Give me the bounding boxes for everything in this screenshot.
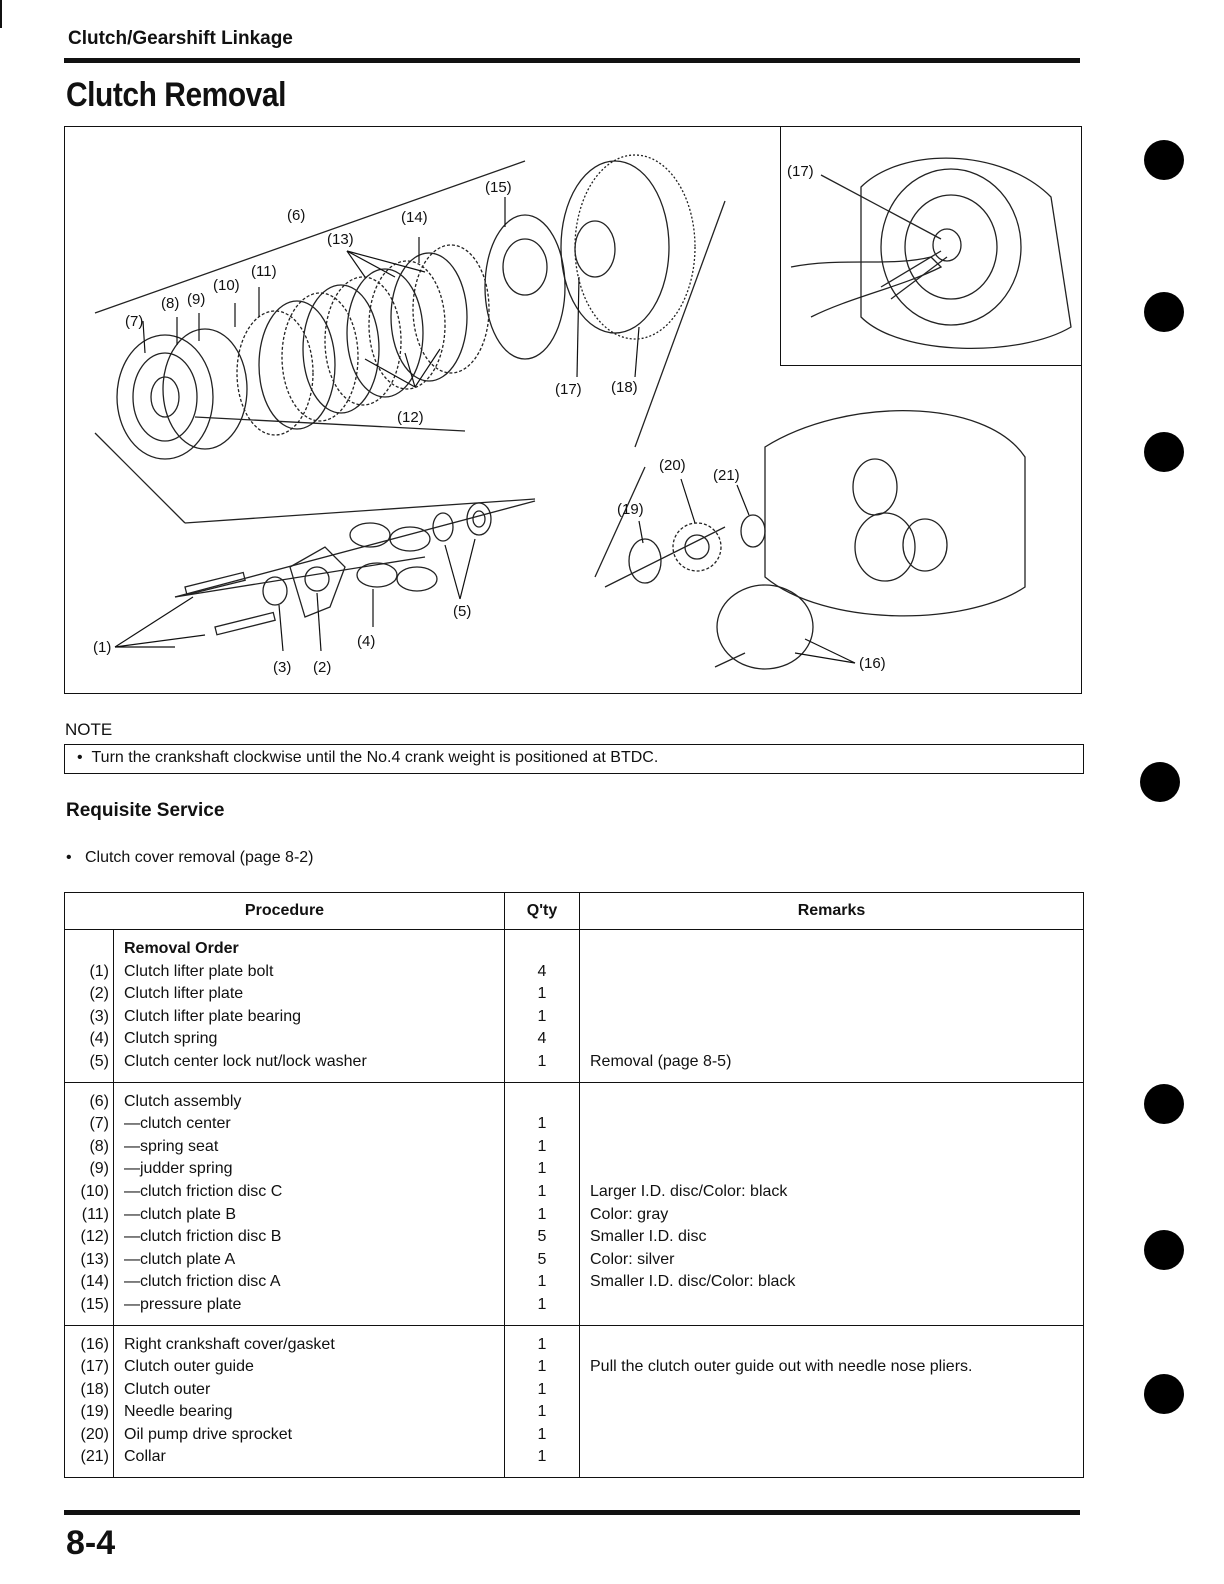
table-line-remarks (590, 1446, 1083, 1469)
table-cell-qty (505, 1082, 580, 1325)
table-line-remarks (590, 1401, 1083, 1424)
table-line-qty (505, 938, 579, 961)
callout-15: (15) (485, 179, 512, 196)
table-line-qty: 1 (537, 1335, 547, 1353)
table-line-qty: 1 (537, 985, 547, 1003)
table-line-remarks (590, 1379, 1083, 1402)
callout-20: (20) (659, 457, 686, 474)
callout-19: (19) (617, 501, 644, 518)
binder-hole (1144, 292, 1184, 332)
table-line-qty: 1 (537, 1205, 547, 1223)
table-cell-qty (505, 930, 580, 1083)
table-cell-desc (114, 1325, 505, 1478)
table-cell-qty (505, 1325, 580, 1478)
callout-17: (17) (555, 381, 582, 398)
table-line-desc: Collar (124, 1448, 166, 1466)
inset-callout-17: (17) (787, 163, 814, 180)
table-line-remarks: Smaller I.D. disc/Color: black (590, 1273, 796, 1291)
table-line-desc: —judder spring (124, 1160, 233, 1178)
table-line-remarks (590, 1113, 1083, 1136)
table-line-qty: 5 (537, 1228, 547, 1246)
table-line-remarks: Color: silver (590, 1250, 675, 1268)
table-line-desc: —clutch plate B (124, 1205, 237, 1223)
table-line-remarks: Larger I.D. disc/Color: black (590, 1182, 788, 1200)
table-line-desc: Clutch assembly (124, 1092, 242, 1110)
table-line-num: (10) (80, 1182, 109, 1200)
table-line-qty: 1 (537, 1160, 547, 1178)
table-line-desc: Clutch outer guide (124, 1358, 254, 1376)
footer-rule (64, 1510, 1080, 1515)
callout-12: (12) (397, 409, 424, 426)
table-line-qty: 1 (537, 1052, 547, 1070)
binder-hole (1144, 140, 1184, 180)
table-line-remarks (590, 1334, 1083, 1357)
table-line-remarks: Smaller I.D. disc (590, 1228, 707, 1246)
table-line-qty: 1 (537, 1273, 547, 1291)
binder-hole (1144, 1084, 1184, 1124)
section-header: Clutch/Gearshift Linkage (68, 28, 293, 49)
header-procedure: Procedure (65, 893, 505, 930)
requisite-service-item (66, 849, 314, 867)
requisite-bullet: • (66, 849, 72, 866)
binder-hole (1140, 762, 1180, 802)
table-line-num: (14) (80, 1273, 109, 1291)
header-rule (64, 58, 1080, 63)
callout-5: (5) (453, 603, 472, 620)
table-line-num (65, 938, 109, 961)
page-number: 8-4 (66, 1524, 116, 1562)
table-cell-num (65, 930, 114, 1083)
table-line-num: (18) (80, 1380, 109, 1398)
table-cell-remarks (580, 1082, 1084, 1325)
table-line-num: (5) (89, 1052, 109, 1070)
callout-2: (2) (313, 659, 332, 676)
table-line-desc: —clutch friction disc A (124, 1273, 281, 1291)
table-cell-remarks (580, 1325, 1084, 1478)
table-line-num: (11) (81, 1205, 109, 1223)
table-line-remarks (590, 1028, 1083, 1051)
binder-hole (1144, 1374, 1184, 1414)
table-line-num: (12) (80, 1228, 109, 1246)
table-row-group (65, 930, 1084, 1083)
binder-hole (1144, 1230, 1184, 1270)
note-bullet: • (77, 749, 83, 766)
inset-outer-guide-removal (780, 126, 1082, 366)
table-line-qty: 1 (537, 1448, 547, 1466)
table-line-num: (19) (80, 1403, 109, 1421)
table-line-desc: Clutch center lock nut/lock washer (124, 1052, 367, 1070)
table-line-remarks: Removal (page 8-5) (590, 1052, 732, 1070)
table-line-desc: —spring seat (124, 1137, 219, 1155)
callout-11: (11) (251, 263, 277, 280)
table-line-desc: Oil pump drive sprocket (124, 1425, 293, 1443)
callout-14: (14) (401, 209, 428, 226)
table-line-desc: —clutch plate A (124, 1250, 236, 1268)
table-line-qty: 1 (537, 1358, 547, 1376)
table-line-desc: Clutch lifter plate bolt (124, 962, 274, 980)
requisite-service-title: Requisite Service (66, 800, 225, 821)
table-line-remarks (590, 1006, 1083, 1029)
table-line-qty (505, 1091, 579, 1114)
callout-6: (6) (287, 207, 306, 224)
table-line-num: (2) (89, 985, 109, 1003)
table-line-remarks (590, 1091, 1083, 1114)
table-cell-remarks (580, 930, 1084, 1083)
table-line-desc: Clutch outer (124, 1380, 211, 1398)
table-line-num: (17) (80, 1358, 109, 1376)
callout-18: (18) (611, 379, 638, 396)
table-cell-desc (114, 930, 505, 1083)
table-line-desc: Removal Order (124, 940, 239, 957)
table-line-num: (21) (80, 1448, 109, 1466)
table-line-qty: 1 (537, 1380, 547, 1398)
table-line-num: (1) (89, 962, 109, 980)
procedure-table (64, 892, 1084, 1478)
callout-9: (9) (187, 291, 206, 308)
table-line-remarks: Pull the clutch outer guide out with needle nose pliers. (590, 1358, 973, 1376)
table-line-qty: 1 (537, 1403, 547, 1421)
table-line-desc: —clutch center (124, 1115, 231, 1133)
table-line-num: (16) (80, 1335, 109, 1353)
callout-1: (1) (93, 639, 112, 656)
inset-illustration (781, 127, 1081, 365)
table-line-desc: —clutch friction disc B (124, 1228, 282, 1246)
table-line-num: (3) (89, 1007, 109, 1025)
table-line-desc: Clutch spring (124, 1030, 218, 1048)
callout-16: (16) (859, 655, 886, 672)
table-row-group (65, 1325, 1084, 1478)
table-line-remarks (590, 1136, 1083, 1159)
table-cell-num (65, 1325, 114, 1478)
table-line-remarks (590, 961, 1083, 984)
callout-21: (21) (713, 467, 740, 484)
table-line-remarks (590, 1294, 1083, 1317)
table-line-remarks: Color: gray (590, 1205, 669, 1223)
table-line-num: (13) (80, 1250, 109, 1268)
procedure-table-body (65, 930, 1084, 1478)
table-line-desc: Needle bearing (124, 1403, 233, 1421)
table-line-desc: —clutch friction disc C (124, 1182, 283, 1200)
table-cell-desc (114, 1082, 505, 1325)
table-line-qty: 1 (537, 1115, 547, 1133)
table-line-qty: 1 (537, 1295, 547, 1313)
table-line-desc: Right crankshaft cover/gasket (124, 1335, 335, 1353)
table-line-remarks (590, 938, 1083, 961)
table-line-desc: Clutch lifter plate (124, 985, 244, 1003)
callout-8: (8) (161, 295, 180, 312)
table-line-num: (15) (80, 1295, 109, 1313)
note-label: NOTE (65, 720, 113, 739)
table-line-num: (7) (89, 1115, 109, 1133)
table-line-desc: Clutch lifter plate bearing (124, 1007, 301, 1025)
page-edge-mark (0, 0, 2, 28)
note-box (64, 744, 1084, 774)
table-row-group (65, 1082, 1084, 1325)
note-text: Turn the crankshaft clockwise until the No.4 crank weight is positioned at BTDC. (91, 749, 659, 766)
table-line-qty: 1 (537, 1007, 547, 1025)
table-line-remarks (590, 983, 1083, 1006)
table-line-qty: 4 (537, 1030, 547, 1048)
table-line-remarks (590, 1424, 1083, 1447)
table-line-qty: 1 (537, 1425, 547, 1443)
table-line-qty: 1 (537, 1182, 547, 1200)
callout-7: (7) (125, 313, 144, 330)
callout-13: (13) (327, 231, 354, 248)
callout-10: (10) (213, 277, 240, 294)
table-line-remarks (590, 1158, 1083, 1181)
table-line-num: (8) (89, 1137, 109, 1155)
table-line-num: (4) (89, 1030, 109, 1048)
header-remarks: Remarks (580, 893, 1084, 930)
page-title: Clutch Removal (66, 76, 286, 114)
requisite-item-text: Clutch cover removal (page 8-2) (84, 849, 314, 866)
binder-hole (1144, 432, 1184, 472)
table-line-desc: —pressure plate (124, 1295, 242, 1313)
table-line-num: (9) (89, 1160, 109, 1178)
table-line-qty: 5 (537, 1250, 547, 1268)
callout-4: (4) (357, 633, 376, 650)
table-line-num: (20) (80, 1425, 109, 1443)
table-cell-num (65, 1082, 114, 1325)
header-qty: Q'ty (505, 893, 580, 930)
table-line-num: (6) (89, 1092, 109, 1110)
table-line-qty: 1 (537, 1137, 547, 1155)
callout-3: (3) (273, 659, 292, 676)
table-line-qty: 4 (537, 962, 547, 980)
